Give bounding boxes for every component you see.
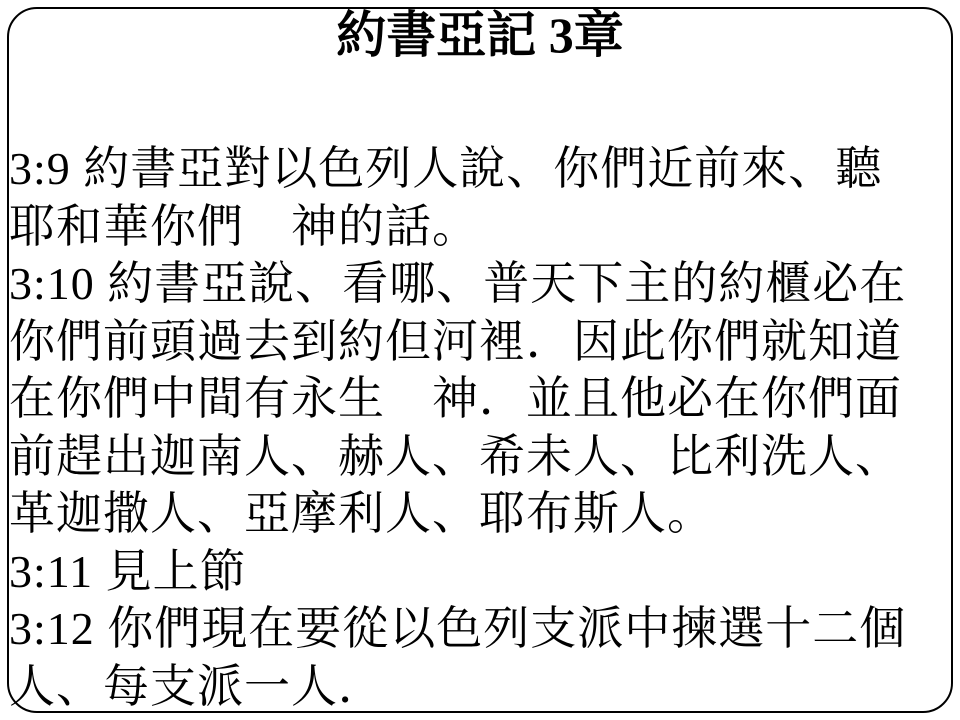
text-line: 前趕出迦南人、赫人、希未人、比利洗人、 [9, 430, 902, 482]
text-line: 耶和華你們 神的話。 [9, 200, 479, 252]
scripture-text [9, 140, 954, 715]
text-line: 3:12 你們現在要從以色列支派中揀選十二個 [9, 603, 907, 654]
text-line: 革迦撒人、亞摩利人、耶布斯人。 [9, 488, 714, 539]
text-line: 3:11 見上節 [9, 545, 247, 597]
text-line: 3:9 約書亞對以色列人說、你們近前來、聽 [9, 143, 883, 194]
page-title: 約書亞記 3章 [336, 7, 624, 63]
text-line: 3:10 約書亞說、看哪、普天下主的約櫃必在 [9, 258, 907, 309]
text-line: 人、每支派一人． [9, 660, 385, 712]
text-line: 你們前頭過去到約但河裡．因此你們就知道 [9, 315, 902, 367]
text-line: 在你們中間有永生 神．並且他必在你們面 [9, 373, 902, 424]
